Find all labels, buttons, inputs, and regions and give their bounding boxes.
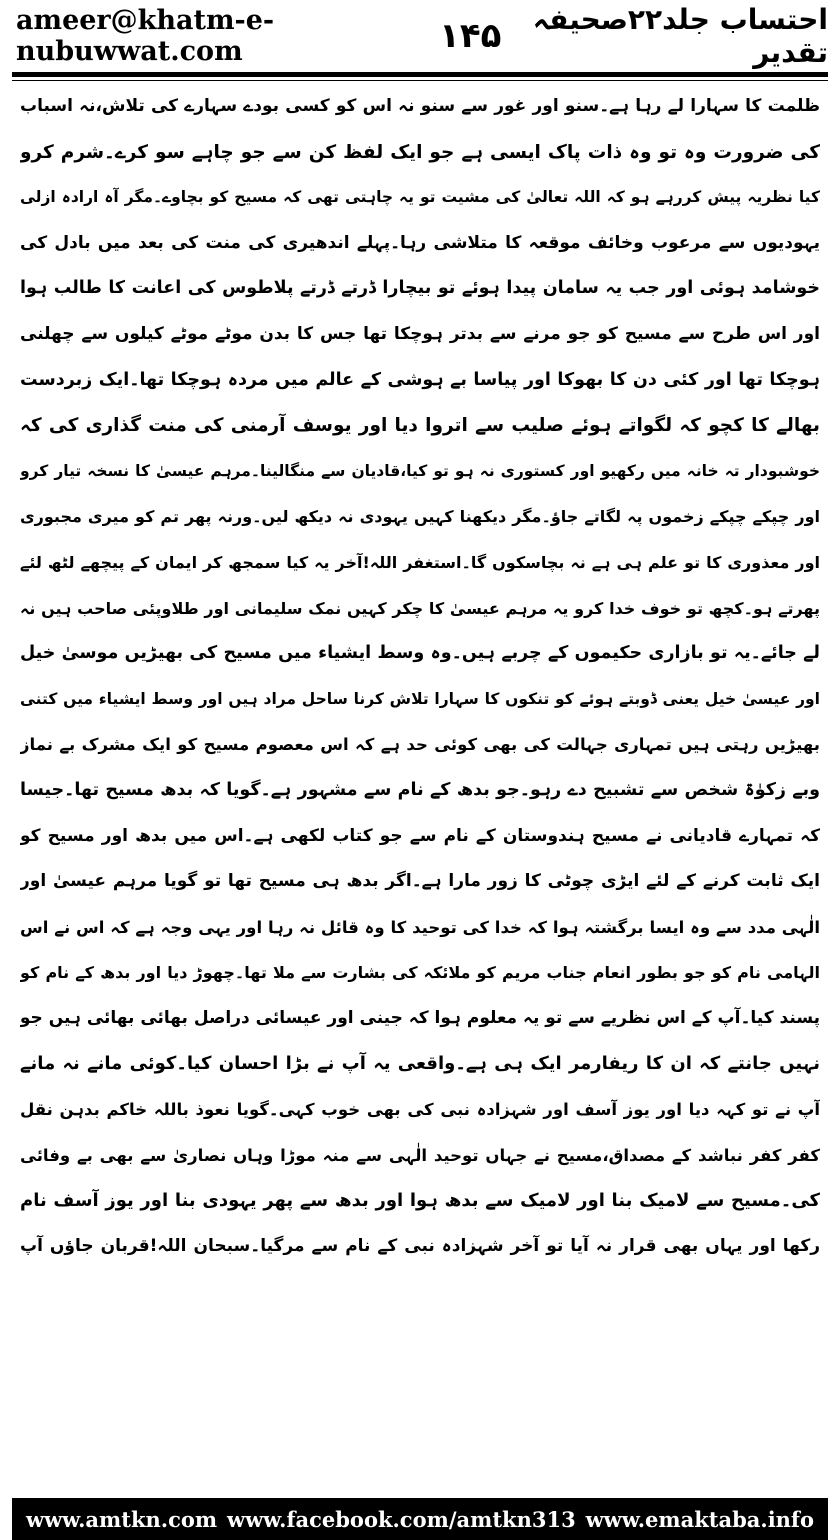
text-line: ظلمت کا سہارا لے رہا ہے۔سنو اور غور سے سنو نہ اس کو کسی بودے سہارے کی تلاش،نہ اسباب [20, 96, 820, 116]
footer-link-emaktaba[interactable]: www.emaktaba.info [585, 1506, 814, 1532]
text-line: الٰہی مدد سے وہ ایسا برگشتہ ہوا کہ خدا کی توحید کا وہ قائل نہ رہا اور یہی وجہ ہے کہ اس نے اس [20, 917, 820, 937]
text-line: پسند کیا۔آپ کے اس نظریے سے تو یہ معلوم ہوا کہ جینی اور عیسائی دراصل بھائی بھائی ہیں جو [20, 1007, 820, 1028]
book-title: احتساب جلد۲۲صحیفہ تقدیر [532, 3, 828, 69]
text-line: خوشامد ہوئی اور جب یہ سامان پیدا ہوئے تو بیچارا ڈرتے ڈرتے پلاطوس کی اعانت کا طالب ہوا [20, 278, 820, 299]
footer-link-facebook[interactable]: www.facebook.com/amtkn313 [227, 1506, 576, 1532]
text-line: نہیں جانتے کہ ان کا ریفارمر ایک ہی ہے۔واقعی یہ آپ نے بڑا احسان کیا۔کوئی مانے نہ مانے [20, 1053, 820, 1075]
text-line: الہامی نام کو جو بطور انعام جناب مریم کو ملائکہ کی بشارت سے ملا تھا۔چھوڑ دیا اور بدھ کے نام کو [20, 963, 820, 983]
page-footer [12, 1498, 828, 1540]
header-email: ameer@khatm-e-nubuwwat.com [16, 5, 275, 67]
text-line: پھرتے ہو۔کچھ تو خوف خدا کرو یہ مرہم عیسیٰ کا چکر کہیں نمک سلیمانی اور طلاوپئی صاحب ہیں نہ [20, 598, 820, 618]
text-line: ہوچکا تھا اور کئی دن کا بھوکا اور پیاسا بے ہوشی کے عالم میں مردہ ہوچکا تھا۔ایک زبردست [20, 369, 820, 390]
text-line: یہودیوں سے مرعوب وخائف موقعہ کا متلاشی رہا۔پہلے اندھیری کی منت کی بعد میں بادل کی [20, 232, 820, 253]
text-line: کیا نظریہ پیش کررہے ہو کہ اللہ تعالیٰ کی مشیت تو یہ چاہتی تھی کہ مسیح کو بچاوے۔مگر آہ ارادہ ازلی [20, 188, 820, 207]
page-body [20, 84, 820, 1269]
text-line: خوشبودار تہ خانہ میں رکھیو اور کستوری نہ ہو تو کیا،قادیان سے منگالینا۔مرہم عیسیٰ کا نسخہ تیار کرو [20, 461, 820, 480]
text-line: اور چپکے چپکے زخموں پہ لگاتے جاؤ۔مگر دیکھنا کہیں یہودی نہ دیکھ لیں۔ورنہ پھر تم کو میری مجبوری [20, 507, 820, 527]
text-line: کی۔مسیح سے لامیک بنا اور لامیک سے بدھ ہوا اور بدھ سے پھر یہودی بنا اور یوز آسف نام [20, 1190, 820, 1212]
text-line: لے جائے۔یہ تو بازاری حکیموں کے چربے ہیں۔وہ وسط ایشیاء میں مسیح کی بھیڑیں موسیٰ خیل [20, 643, 820, 664]
text-line: کی ضرورت وہ تو وہ ذات پاک ایسی ہے جو ایک لفظ کن سے جو چاہے سو کرے۔شرم کرو [20, 141, 820, 163]
text-line: آپ نے تو کہہ دیا اور یوز آسف اور شہزادہ نبی کی بھی خوب کہی۔گویا نعوذ باللہ خاکم بدہن نقل [20, 1100, 820, 1120]
header-rule [12, 72, 828, 81]
text-line: وبے زکوٰۃ شخص سے تشبیح دے رہو۔جو بدھ کے نام سے مشہور ہے۔گویا کہ بدھ مسیح تھا۔جیسا [20, 779, 820, 800]
text-line: اور معذوری کا تو علم ہی ہے نہ بچاسکوں گا۔استغفر اللہ!آخر یہ کیا سمجھ کر ایمان کے پیچھے لٹھ لئے [20, 552, 820, 572]
text-line: کہ تمہارے قادیانی نے مسیح ہندوستان کے نام سے جو کتاب لکھی ہے۔اس میں بدھ اور مسیح کو [20, 825, 820, 846]
footer-link-amtkn[interactable]: www.amtkn.com [26, 1506, 218, 1532]
text-line: رکھا اور یہاں بھی قرار نہ آیا تو آخر شہزادہ نبی کے نام سے مرگیا۔سبحان اللہ!قربان جاؤں آپ [20, 1235, 820, 1256]
page-header [12, 0, 828, 72]
text-line: اور اس طرح سے مسیح کو جو مرنے سے بدتر ہوچکا تھا جس کا بدن موٹے موٹے کیلوں سے چھلنی [20, 323, 820, 344]
text-line: کفر کفر نباشد کے مصداق،مسیح نے جہاں توحید الٰہی سے منہ موڑا وہاں نصاریٰ سے بھی بے وفائی [20, 1145, 820, 1165]
page-number: ۱۴۵ [439, 16, 502, 56]
text-line: ایک ثابت کرنے کے لئے ایڑی چوٹی کا زور مارا ہے۔اگر بدھ ہی مسیح تھا تو گویا مرہم عیسیٰ اور [20, 871, 820, 892]
text-line: بھیڑیں رہتی ہیں تمہاری جہالت کی بھی کوئی حد ہے کہ اس معصوم مسیح کو ایک مشرک بے نماز [20, 735, 820, 755]
header-left [12, 5, 501, 67]
text-line: بھالے کا کچو کہ لگواتے ہوئے صلیب سے اتروا دیا اور یوسف آرمنی کی منت گذاری کی کہ [20, 415, 820, 437]
text-line: اور عیسیٰ خیل یعنی ڈوبتے ہوئے کو تنکوں کا سہارا تلاش کرنا ساحل مراد ہیں اور وسط ایشیاء میں کتنی [20, 689, 820, 708]
